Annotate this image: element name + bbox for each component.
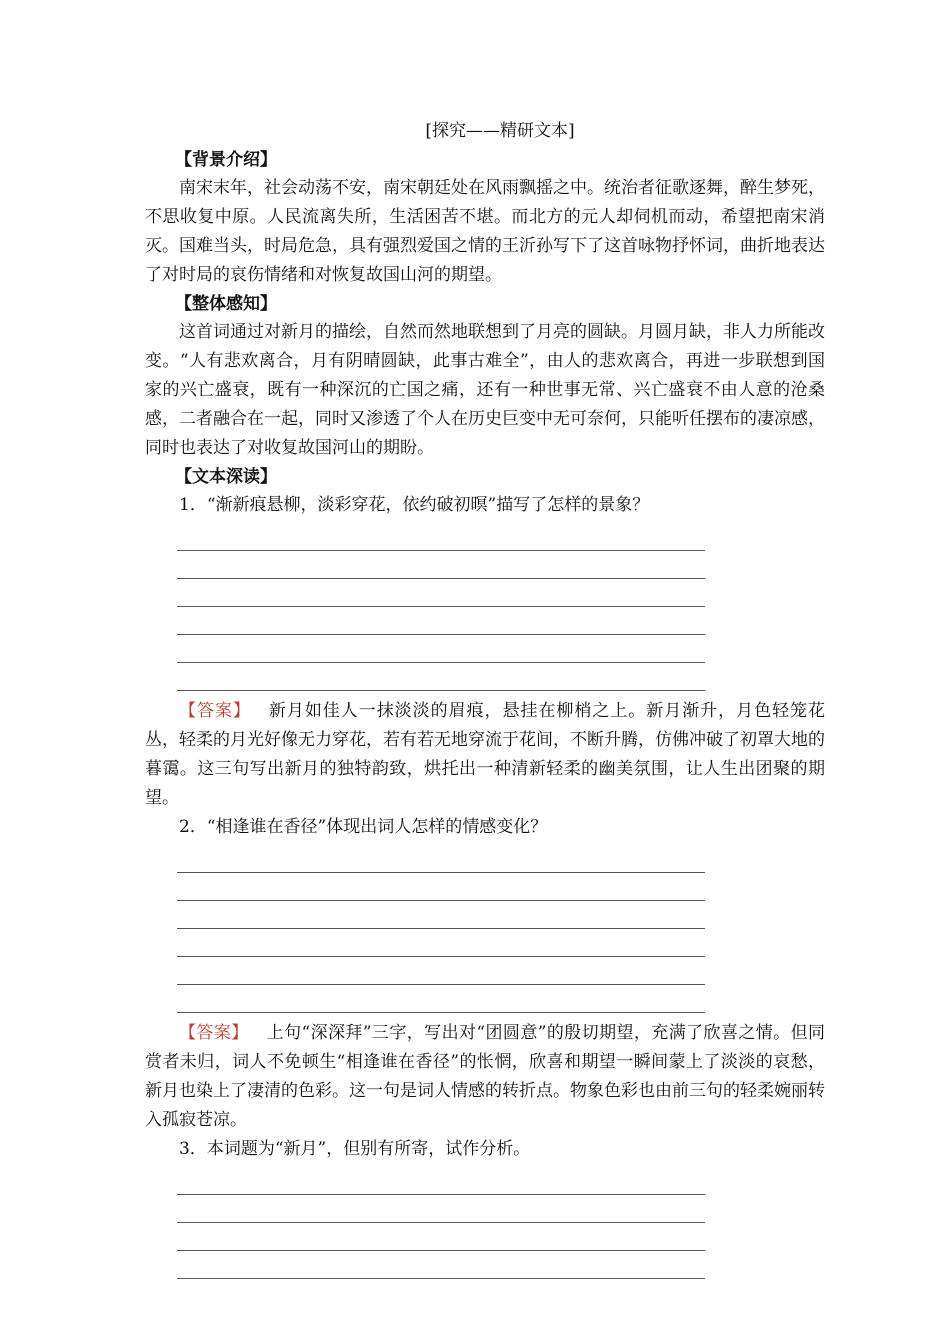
answer-line[interactable] bbox=[177, 523, 705, 551]
answer-line[interactable] bbox=[177, 1195, 705, 1223]
answer-line[interactable] bbox=[177, 635, 705, 663]
answer-1 bbox=[145, 697, 825, 813]
answer-line[interactable] bbox=[177, 1167, 705, 1195]
question-1: 1．“渐新痕悬柳，淡彩穿花，依约破初暝”描写了怎样的景象？ bbox=[179, 495, 650, 515]
answer-line[interactable] bbox=[177, 873, 705, 901]
answer-line[interactable] bbox=[177, 985, 705, 1013]
page-title: [探究——精研文本] bbox=[425, 121, 575, 141]
answer-text: 新月如佳人一抹淡淡的眉痕，悬挂在柳梢之上。新月渐升，月色轻笼花丛，轻柔的月光好像无力穿花，若有若无地穿流于花间，不断升腾，仿佛冲破了初罩大地的暮霭。这三句写出新月的独特韵致，烘托出一种清新轻柔的幽美氛围，让人生出团聚的期望。 bbox=[145, 701, 826, 808]
answer-line[interactable] bbox=[177, 901, 705, 929]
question-2: 2．“相逢谁在香径”体现出词人怎样的情感变化？ bbox=[179, 817, 548, 837]
answer-label: 【答案】 bbox=[179, 701, 251, 721]
answer-line[interactable] bbox=[177, 845, 705, 873]
section-heading-overall: 【整体感知】 bbox=[175, 294, 277, 314]
answer-line[interactable] bbox=[177, 663, 705, 691]
answer-line[interactable] bbox=[177, 579, 705, 607]
answer-line[interactable] bbox=[177, 1223, 705, 1251]
answer-label: 【答案】 bbox=[179, 1023, 249, 1043]
question-3: 3．本词题为“新月”，但别有所寄，试作分析。 bbox=[179, 1139, 531, 1159]
answer-line[interactable] bbox=[177, 957, 705, 985]
overall-paragraph: 这首词通过对新月的描绘，自然而然地联想到了月亮的圆缺。月圆月缺，非人力所能改变。“人有悲欢离合，月有阴晴圆缺，此事古难全”，由人的悲欢离合，再进一步联想到国家的兴亡盛衰，既有一种深沉的亡国之痛，还有一种世事无常、兴亡盛衰不由人意的沧桑感，二者融合在一起，同时又渗透了个人在历史巨变中无可奈何，只能听任摆布的凄凉感，同时也表达了对收复故国河山的期盼。 bbox=[145, 322, 825, 458]
answer-text: 上句“深深拜”三字，写出对“团圆意”的殷切期望，充满了欣喜之情。但同赏者未归，词人不免顿生“相逢谁在香径”的怅惘，欣喜和期望一瞬间蒙上了淡淡的哀愁，新月也染上了凄清的色彩。这一句是词人情感的转折点。物象色彩也由前三句的轻柔婉丽转入孤寂苍凉。 bbox=[145, 1023, 826, 1130]
answer-lines-1[interactable] bbox=[177, 523, 705, 691]
answer-lines-2[interactable] bbox=[177, 845, 705, 1013]
background-paragraph: 南宋末年，社会动荡不安，南宋朝廷处在风雨飘摇之中。统治者征歌逐舞，醉生梦死，不思收复中原。人民流离失所，生活困苦不堪。而北方的元人却伺机而动，希望把南宋消灭。国难当头，时局危急，具有强烈爱国之情的王沂孙写下了这首咏物抒怀词，曲折地表达了对时局的哀伤情绪和对恢复故国山河的期望。 bbox=[145, 178, 825, 285]
answer-line[interactable] bbox=[177, 929, 705, 957]
answer-lines-3[interactable] bbox=[177, 1167, 705, 1279]
answer-line[interactable] bbox=[177, 1251, 705, 1279]
section-heading-background: 【背景介绍】 bbox=[175, 150, 277, 170]
document-page bbox=[145, 118, 825, 1285]
answer-line[interactable] bbox=[177, 551, 705, 579]
answer-line[interactable] bbox=[177, 607, 705, 635]
section-heading-deep-reading: 【文本深读】 bbox=[175, 467, 277, 487]
answer-2 bbox=[145, 1019, 825, 1135]
